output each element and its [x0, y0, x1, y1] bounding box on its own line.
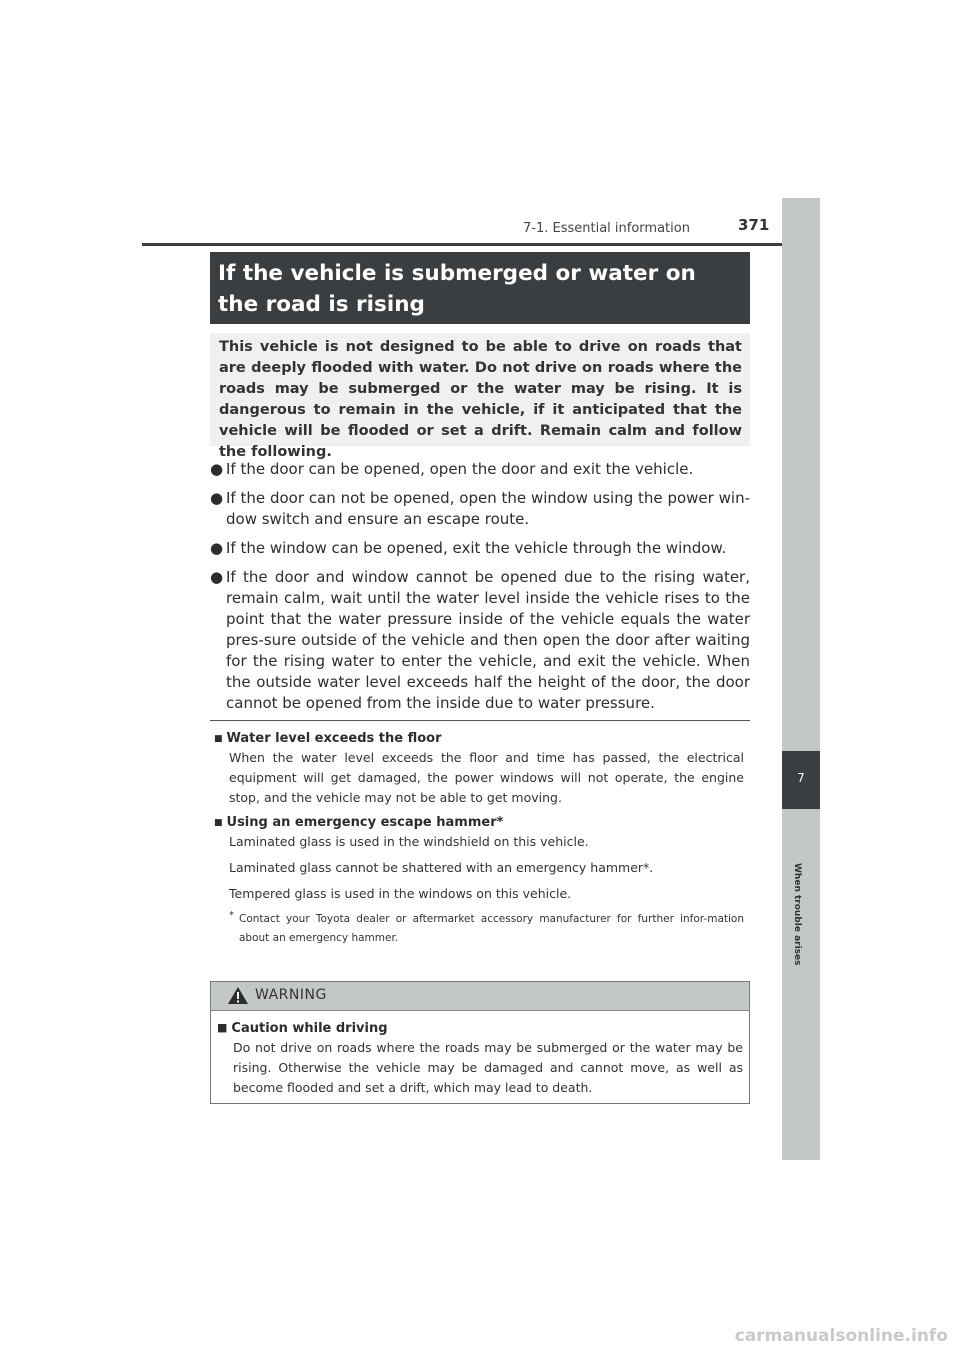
note-body-water-level: When the water level exceeds the floor and time has passed, the electrical equipment will get damaged, the power windows will not operate, the engine stop, and the vehicle may not be able to get moving.	[229, 750, 744, 805]
bullet-icon: ●	[210, 568, 224, 586]
note-line: Laminated glass cannot be shattered with an emergency hammer*.	[229, 860, 654, 875]
list-item-text: If the window can be opened, exit the vehicle through the window.	[226, 539, 727, 557]
square-bullet-icon: ■	[217, 1021, 228, 1034]
note-heading-water-level	[214, 730, 744, 748]
note-heading-text: Water level exceeds the floor	[226, 731, 442, 746]
footnote-marker: *	[229, 910, 234, 921]
list-item-text: If the door can not be opened, open the window using the power win-dow switch and ensure an escape route.	[226, 489, 750, 528]
header-rule	[142, 243, 820, 246]
list-item-text: If the door can be opened, open the door and exit the vehicle.	[226, 460, 694, 478]
warning-box	[210, 981, 750, 1104]
bullet-icon: ●	[210, 460, 224, 478]
warning-triangle-icon	[227, 986, 249, 1009]
warning-body	[211, 1011, 749, 1098]
list-item	[210, 488, 750, 530]
warning-text: Do not drive on roads where the roads may be submerged or the water may be rising. Otherwise the vehicle may be damaged and cannot move, as well as become flooded and set a drift, which may lead to death.	[233, 1040, 743, 1095]
note-line: Tempered glass is used in the windows on this vehicle.	[229, 886, 572, 901]
note-heading-hammer	[214, 814, 744, 832]
section-header: 7-1. Essential information	[523, 221, 690, 236]
notes-divider	[210, 720, 750, 721]
bullet-icon: ●	[210, 539, 224, 557]
notes-section	[214, 730, 744, 948]
footnote	[229, 910, 744, 948]
note-heading-text: Using an emergency escape hammer*	[226, 815, 504, 830]
footnote-text: Contact your Toyota dealer or aftermarket accessory manufacturer for further infor-mation about an emergency hammer.	[239, 913, 744, 944]
note-line: Laminated glass is used in the windshield on this vehicle.	[229, 834, 589, 849]
intro-text: This vehicle is not designed to be able to drive on roads that are deeply flooded with water. Do not drive on roads where the roads may be submerged or the water may be rising. It is dangerous to remain in the vehicle, if it anticipated that the vehicle will be flooded or set a drift. Remain calm and follow the following.	[219, 339, 742, 460]
side-tab	[782, 198, 820, 1160]
square-bullet-icon: ■	[214, 734, 223, 744]
warning-label: WARNING	[255, 987, 327, 1003]
list-item	[210, 538, 750, 559]
bullet-icon: ●	[210, 489, 224, 507]
list-item	[210, 567, 750, 714]
chapter-label	[792, 863, 802, 885]
warning-heading	[217, 1019, 743, 1038]
watermark[interactable]: carmanualsonline.info	[734, 1326, 948, 1346]
title-banner	[210, 252, 750, 324]
list-item	[210, 459, 750, 480]
warning-heading-text: Caution while driving	[231, 1021, 388, 1036]
page-title: If the vehicle is submerged or water on the road is rising	[218, 261, 696, 317]
chapter-number: 7	[797, 771, 805, 785]
list-item-text: If the door and window cannot be opened due to the rising water, remain calm, wait until the water level inside the vehicle rises to the point that the water pressure inside of the vehicle equals the water pres-sure outside of the vehicle and then open the door after waiting for the rising water to enter the vehicle, and exit the vehicle. When the outside water level exceeds half the height of the door, the door cannot be opened from the inside due to water pressure.	[226, 568, 750, 712]
page-number: 371	[738, 216, 770, 234]
instruction-list	[210, 459, 750, 722]
square-bullet-icon: ■	[214, 818, 223, 828]
chapter-tab[interactable]	[782, 751, 820, 809]
warning-header	[211, 982, 749, 1011]
intro-box	[210, 333, 750, 460]
